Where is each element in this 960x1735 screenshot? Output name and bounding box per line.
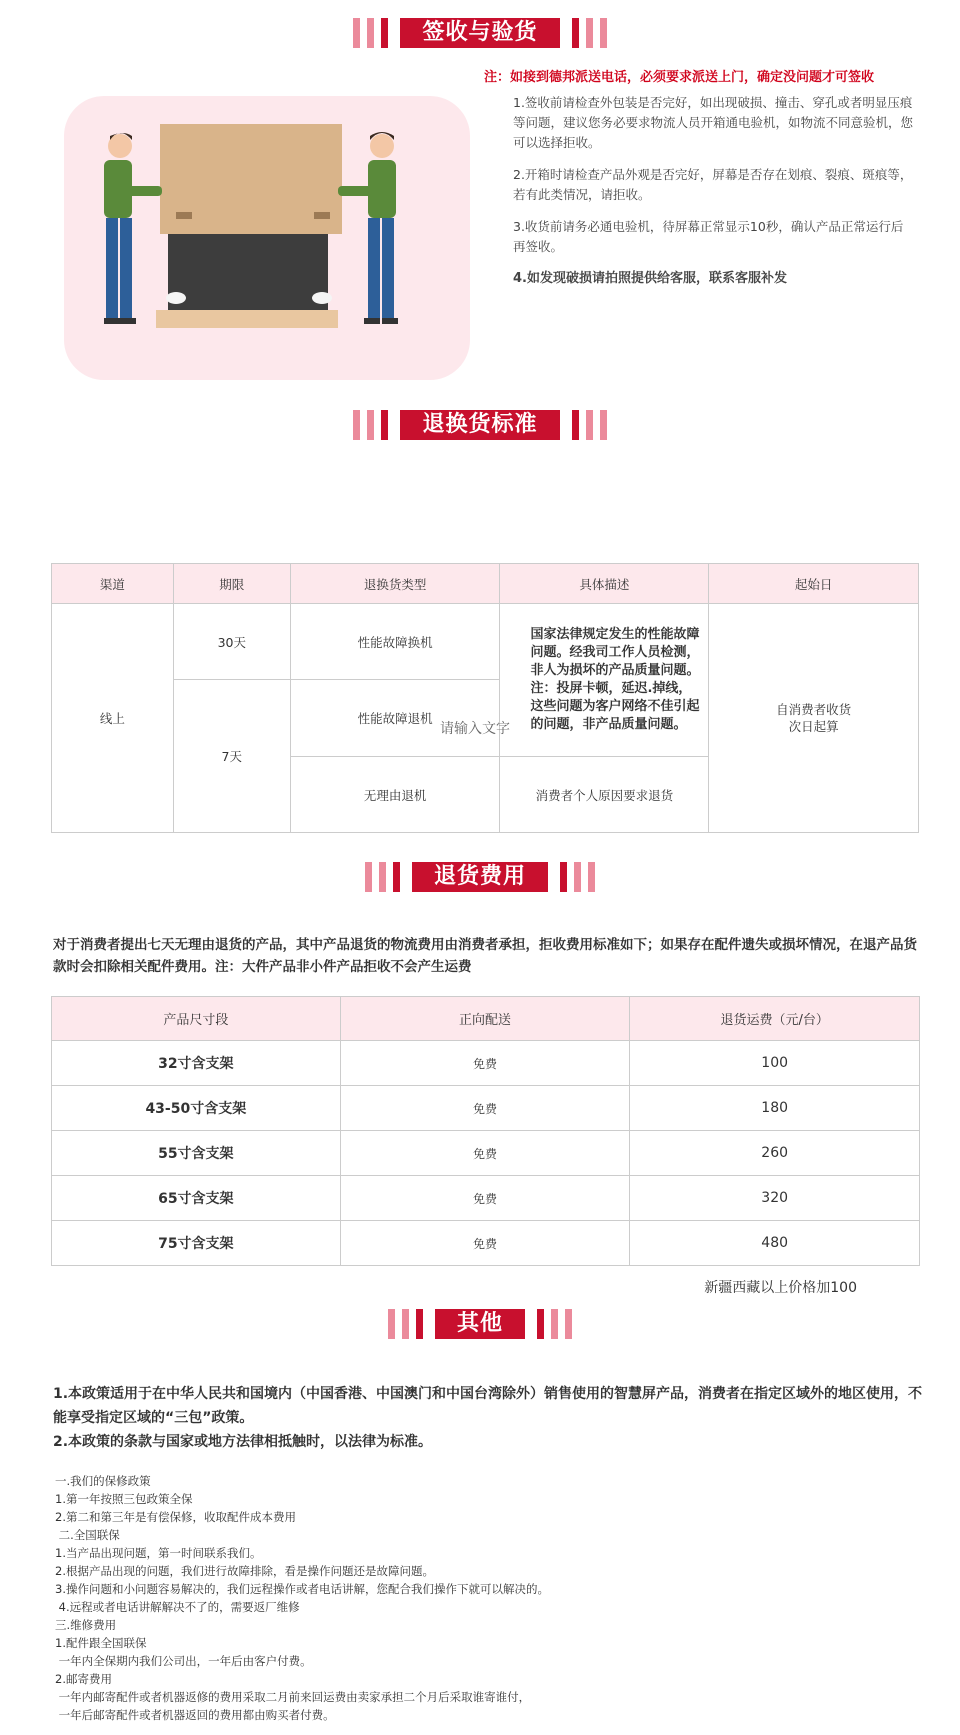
inspection-step: 2.开箱时请检查产品外观是否完好，屏幕是否存在划痕、裂痕、斑痕等，若有此类情况，请拒收。	[513, 167, 913, 202]
return-policy-table	[51, 563, 919, 833]
inspection-step: 3.收货前请务必通电验机，待屏幕正常显示10秒，确认产品正常运行后再签收。	[513, 219, 904, 254]
column-header: 退换货类型	[290, 564, 500, 604]
warranty-line: 三.维修费用	[55, 1618, 117, 1632]
table-row	[52, 1221, 920, 1266]
noreason-description-cell: 消费者个人原因要求退货	[500, 757, 709, 833]
section-banner-sign	[0, 16, 960, 50]
policy-line: 2.本政策的条款与国家或地方法律相抵触时，以法律为标准。	[53, 1434, 433, 1450]
column-header: 正向配送	[340, 997, 630, 1041]
warranty-line: 一.我们的保修政策	[55, 1474, 151, 1488]
section-title: 签收与验货	[400, 18, 559, 48]
delivery-cell: 免费	[340, 1041, 630, 1086]
fee-intro-text: 对于消费者提出七天无理由退货的产品，其中产品退货的物流费用由消费者承担，拒收费用标准如下；如果存在配件遗失或损坏情况，在退产品货款时会扣除相关配件费用。注：大件产品非小件产品拒收不会产生运费	[53, 937, 917, 975]
delivery-cell: 免费	[340, 1086, 630, 1131]
section-banner-fees	[0, 860, 960, 894]
size-cell: 55寸含支架	[52, 1131, 341, 1176]
size-cell: 75寸含支架	[52, 1221, 341, 1266]
fault-description-cell: 国家法律规定发生的性能故障问题。经我司工作人员检测，非人为损坏的产品质量问题。 注：投屏卡顿，延迟.掉线，这些问题为客户网络不佳引起的问题，非产品质量问题。	[500, 604, 709, 757]
start-day-cell: 自消费者收货 次日起算	[709, 604, 919, 833]
table-header-row	[52, 564, 919, 604]
section-title: 退货费用	[412, 862, 548, 892]
table-row	[52, 1176, 920, 1221]
column-header: 渠道	[52, 564, 174, 604]
column-header: 产品尺寸段	[52, 997, 341, 1041]
fee-cell: 320	[630, 1176, 920, 1221]
delivery-cell: 免费	[340, 1131, 630, 1176]
inspection-step: 4.如发现破损请拍照提供给客服，联系客服补发	[513, 271, 787, 286]
delivery-cell: 免费	[340, 1221, 630, 1266]
section-title: 退换货标准	[400, 410, 559, 440]
other-policy-text	[53, 1382, 929, 1454]
type-cell: 无理由退机	[290, 757, 500, 833]
column-header: 退货运费（元/台）	[630, 997, 920, 1041]
warranty-line: 3.操作问题和小问题容易解决的，我们远程操作或者电话讲解，您配合我们操作下就可以解决的。	[55, 1582, 549, 1596]
warranty-line: 2.第二和第三年是有偿保修，收取配件成本费用	[55, 1510, 296, 1524]
period-cell: 7天	[173, 680, 290, 833]
delivery-cell: 免费	[340, 1176, 630, 1221]
fee-cell: 180	[630, 1086, 920, 1131]
warranty-line: 1.第一年按照三包政策全保	[55, 1492, 193, 1506]
fee-cell: 100	[630, 1041, 920, 1086]
section-banner-returns	[0, 408, 960, 442]
fee-cell: 260	[630, 1131, 920, 1176]
section-banner-other	[0, 1307, 960, 1341]
text-input-placeholder[interactable]: 请输入文字	[440, 721, 510, 737]
size-cell: 65寸含支架	[52, 1176, 341, 1221]
type-cell: 性能故障换机	[290, 604, 500, 680]
warranty-line: 2.根据产品出现的问题，我们进行故障排除，看是操作问题还是故障问题。	[55, 1564, 434, 1578]
return-fee-table	[51, 996, 920, 1266]
warranty-policy	[55, 1472, 935, 1724]
table-row	[52, 1131, 920, 1176]
column-header: 具体描述	[500, 564, 709, 604]
policy-line: 1.本政策适用于在中华人民共和国境内（中国香港、中国澳门和中国台湾除外）销售使用的智慧屏产品，消费者在指定区域外的地区使用，不能享受指定区域的“三包”政策。	[53, 1386, 923, 1426]
unboxing-illustration	[64, 96, 470, 380]
table-row	[52, 604, 919, 680]
size-cell: 43-50寸含支架	[52, 1086, 341, 1131]
inspection-steps	[513, 93, 913, 301]
warranty-line: 2.邮寄费用	[55, 1672, 112, 1686]
inspection-step: 1.签收前请检查外包装是否完好，如出现破损、撞击、穿孔或者明显压痕等问题，建议您务必要求物流人员开箱通电验机，如物流不同意验机，您可以选择拒收。	[513, 95, 914, 150]
section-title: 其他	[435, 1309, 525, 1339]
channel-cell: 线上	[52, 604, 174, 833]
fee-cell: 480	[630, 1221, 920, 1266]
warranty-line: 1.当产品出现问题，第一时间联系我们。	[55, 1546, 262, 1560]
table-row	[52, 1086, 920, 1131]
warranty-line: 一年内邮寄配件或者机器返修的费用采取二月前来回运费由卖家承担二个月后采取谁寄谁付，	[55, 1690, 531, 1704]
warranty-line: 1.配件跟全国联保	[55, 1636, 147, 1650]
size-cell: 32寸含支架	[52, 1041, 341, 1086]
type-cell: 性能故障退机	[290, 680, 500, 757]
warranty-line: 4.远程或者电话讲解解决不了的，需要返厂维修	[55, 1600, 300, 1614]
table-row	[52, 1041, 920, 1086]
surcharge-note: 新疆西藏以上价格加100	[704, 1280, 857, 1296]
table-header-row	[52, 997, 920, 1041]
delivery-note: 注：如接到德邦派送电话，必须要求派送上门，确定没问题才可签收	[484, 70, 875, 85]
warranty-line: 一年内全保期内我们公司出，一年后由客户付费。	[55, 1654, 312, 1668]
period-cell: 30天	[173, 604, 290, 680]
column-header: 期限	[173, 564, 290, 604]
warranty-line: 二.全国联保	[55, 1528, 120, 1542]
warranty-line: 一年后邮寄配件或者机器返回的费用都由购买者付费。	[55, 1708, 335, 1722]
column-header: 起始日	[709, 564, 919, 604]
